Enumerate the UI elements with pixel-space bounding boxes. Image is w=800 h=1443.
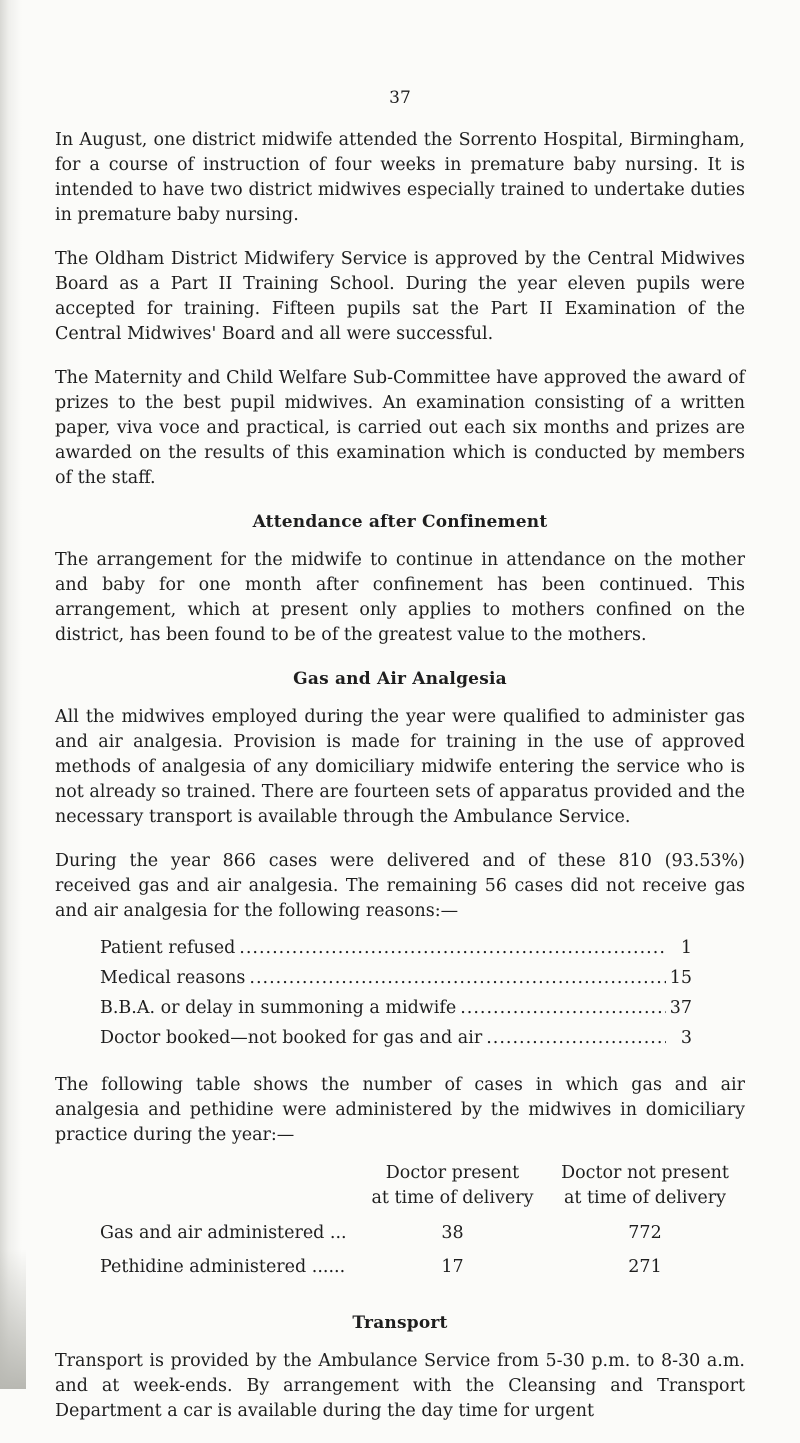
reason-label: B.B.A. or delay in summoning a midwife: [100, 998, 457, 1018]
reason-value: 37: [669, 998, 692, 1018]
reason-label: Doctor booked—not booked for gas and air: [100, 1028, 483, 1048]
paragraph-transport: Transport is provided by the Ambulance Service from 5-30 p.m. to 8-30 a.m. and at week-ends. By arrangement with the Cleansing and Transport Department a car is available during the day time for urgent: [55, 1351, 745, 1421]
page-number: 37: [389, 88, 411, 108]
paragraph-premature-training: In August, one district midwife attended the Sorrento Hospital, Birmingham, for a course of instruction of four weeks in premature baby nursing. It is intended to have two district midwives especially trained to undertake duties in premature baby nursing.: [55, 130, 745, 225]
page-edge-shadow: [0, 0, 22, 1389]
list-item: [100, 936, 692, 966]
reason-label: Patient refused: [100, 938, 236, 958]
cell-not-present: 772: [628, 1223, 662, 1243]
analgesia-table: [55, 1161, 745, 1289]
heading-attendance: Attendance after Confinement: [252, 512, 548, 532]
table-header-row: [55, 1161, 745, 1211]
cell-present: 38: [441, 1223, 464, 1243]
paragraph-training-school: The Oldham District Midwifery Service is approved by the Central Midwives Board as a Part II Training School. During the year eleven pupils were accepted for training. Fifteen pupils sat the Part II Examination of the Central Midwives' Board and all were successful.: [55, 249, 745, 344]
paragraph-cases-delivered: During the year 866 cases were delivered and of these 810 (93.53%) received gas and air analgesia. The remaining 56 cases did not receive gas and air analgesia for the following reasons:—: [55, 851, 745, 921]
dot-leader: [486, 1026, 666, 1051]
row-label: Pethidine administered ......: [100, 1257, 346, 1277]
reason-value: 3: [680, 1028, 692, 1048]
heading-gas-air: Gas and Air Analgesia: [293, 669, 507, 689]
paragraph-table-intro: The following table shows the number of cases in which gas and air analgesia and pethidine were administered by the midwives in domiciliary practice during the year:—: [55, 1075, 745, 1145]
reason-value: 15: [669, 968, 692, 988]
dot-leader: [239, 936, 666, 961]
dot-leader: [249, 966, 665, 991]
column-header-doctor-not-present: Doctor not present at time of delivery: [561, 1163, 729, 1208]
paragraph-attendance: The arrangement for the midwife to continue in attendance on the mother and baby for one month after confinement has been continued. This arrangement, which at present only applies to mothers confined on the district, has been found to be of the greatest value to the mothers.: [55, 550, 745, 645]
heading-transport: Transport: [352, 1313, 448, 1333]
document-body: [55, 88, 745, 1443]
table-row: [55, 1211, 745, 1255]
cell-present: 17: [441, 1257, 464, 1277]
row-label: Gas and air administered ...: [100, 1223, 347, 1243]
list-item: [100, 1026, 692, 1056]
column-header-doctor-present: Doctor present at time of delivery: [371, 1163, 534, 1208]
list-item: [100, 996, 692, 1026]
paragraph-prizes: The Maternity and Child Welfare Sub-Committee have approved the award of prizes to the best pupil midwives. An examination consisting of a written paper, viva voce and practical, is carried out each six months and prizes are awarded on the results of this examination which is conducted by members of the staff.: [55, 368, 745, 488]
paragraph-gas-air-qualified: All the midwives employed during the year were qualified to administer gas and air analgesia. Provision is made for training in the use of approved methods of analgesia of any domiciliary midwife entering the service who is not already so trained. There are fourteen sets of apparatus provided and the necessary transport is available through the Ambulance Service.: [55, 707, 745, 827]
dot-leader: [460, 996, 665, 1021]
reason-value: 1: [680, 938, 692, 958]
list-item: [100, 966, 692, 996]
reasons-list: [100, 936, 692, 1056]
cell-not-present: 271: [628, 1257, 662, 1277]
reason-label: Medical reasons: [100, 968, 246, 988]
table-row: [55, 1255, 745, 1289]
